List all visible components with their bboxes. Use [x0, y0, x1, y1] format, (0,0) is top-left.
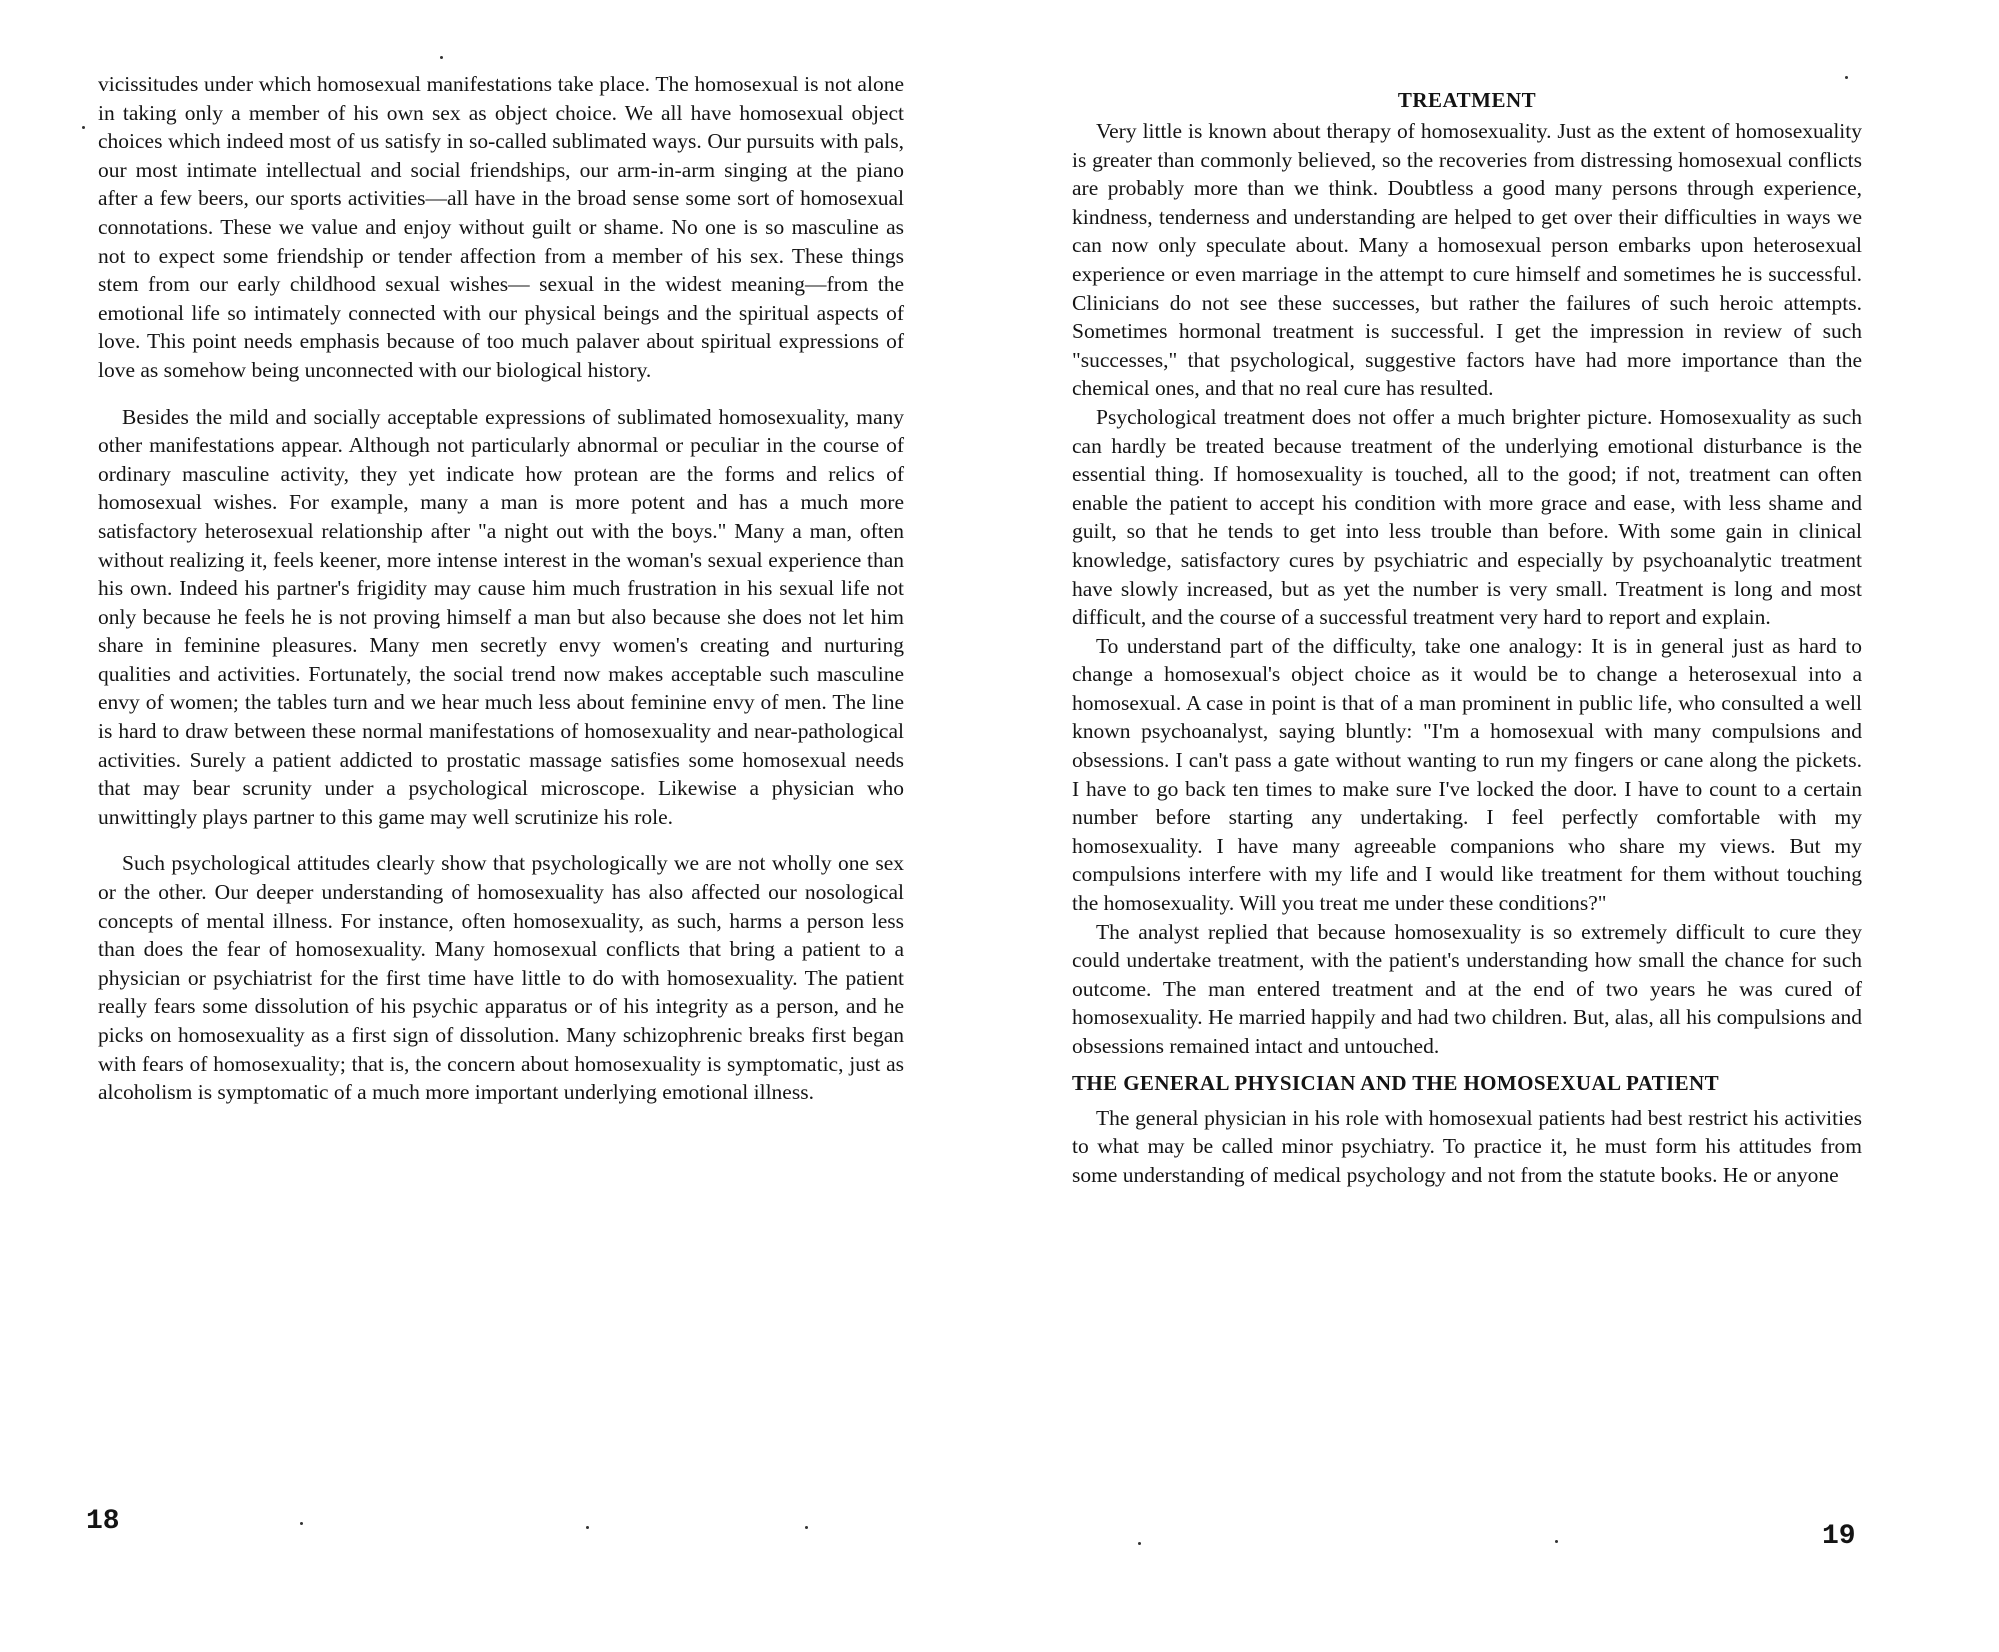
treatment-paragraph-4: The analyst replied that because homosexuality is so extremely difficult to cure they could undertake treatment, with the patient's understanding how small the chance for such outcome. The man entered treatment and at the end of two years he was cured of homosexuality. He married happily and had two children. But, alas, all his compulsions and obsessions remained intact and untouched. [1072, 919, 1862, 1058]
treatment-paragraph-1: Very little is known about therapy of homosexuality. Just as the extent of homosexuality is greater than commonly believed, so the recoveries from distressing homosexual conflicts are probably more than we think. Doubtless a good many persons through experience, kindness, tenderness and understanding are helped to get over their difficulties in ways we can now only speculate about. Many a homosexual person embarks upon heterosexual experience or even marriage in the attempt to cure himself and sometimes he is successful. Clinicians do not see these successes, but rather the failures of such heroic attempts. Sometimes hormonal treatment is successful. I get the impression in review of such "successes," that psychological, suggestive factors have had more importance than the chemical ones, and that no real cure has resulted. [1072, 119, 1862, 401]
left-page [98, 70, 904, 1107]
treatment-paragraph-2: Psychological treatment does not offer a much brighter picture. Homosexuality as such can hardly be treated because treatment of the underlying emotional disturbance is the essential thing. If homosexuality is touched, all to the good; if not, treatment can often enable the patient to accept his condition with more grace and ease, with less shame and guilt, so that he tends to get into less trouble than before. With some gain in clinical knowledge, satisfactory cures by psychiatric and especially by psychoanalytic treatment have slowly increased, but as yet the number is very small. Treatment is long and most difficult, and the course of a successful treatment very hard to report and explain. [1072, 404, 1862, 630]
physician-heading: THE GENERAL PHYSICIAN AND THE HOMOSEXUAL PATIENT [1072, 1070, 1719, 1095]
left-paragraph-1: vicissitudes under which homosexual manifestations take place. The homosexual is not alone in taking only a member of his own sex as object choice. We all have homosexual object choices which indeed most of us satisfy in so-called sublimated ways. Our pursuits with pals, our most intimate intellectual and social friendships, our arm-in-arm singing at the piano after a few beers, our sports activities—all have in the broad sense some sort of homosexual connotations. These we value and enjoy without guilt or shame. No one is so masculine as not to expect some friendship or tender affection from a member of his sex. These things stem from our early childhood sexual wishes— sexual in the widest meaning—from the emotional life so intimately connected with our physical beings and the spiritual aspects of love. This point needs emphasis because of too much palaver about spiritual expressions of love as somehow being unconnected with our biological history. [98, 72, 904, 382]
scan-speck [1845, 76, 1848, 79]
left-paragraph-3: Such psychological attitudes clearly show that psychologically we are not wholly one sex or the other. Our deeper understanding of homosexuality has also affected our nosological concepts of mental illness. For instance, often homosexuality, as such, harms a person less than does the fear of homosexuality. Many homosexual conflicts that bring a patient to a physician or psychiatrist for the first time have little to do with homosexuality. The patient really fears some dissolution of his psychic apparatus or of his integrity as a person, and he picks on homosexuality as a first sign of dissolution. Many schizophrenic breaks first began with fears of homosexuality; that is, the concern about homosexuality is symptomatic, just as alcoholism is symptomatic of a much more important underlying emotional illness. [98, 851, 904, 1105]
scan-speck [586, 1526, 589, 1529]
scan-speck [805, 1526, 808, 1529]
right-page [1072, 88, 1862, 1189]
physician-paragraph-1: The general physician in his role with homosexual patients had best restrict his activities to what may be called minor psychiatry. To practice it, he must form his attitudes from some understanding of medical psychology and not from the statute books. He or anyone [1072, 1105, 1862, 1187]
scan-speck [1555, 1540, 1558, 1543]
scan-speck [440, 56, 443, 59]
treatment-paragraph-3: To understand part of the difficulty, take one analogy: It is in general just as hard to change a homosexual's object choice as it would be to change a heterosexual into a homosexual. A case in point is that of a man prominent in public life, who consulted a well known psychoanalyst, saying bluntly: "I'm a homosexual with many compulsions and obsessions. I can't pass a gate without wanting to run my fingers or cane along the pickets. I have to go back ten times to make sure I've locked the door. I have to count to a certain number before starting any undertaking. I feel perfectly comfortable with my homosexuality. I have many agreeable companions who share my views. But my compulsions interfere with my life and I would like treatment for them without touching the homosexuality. Will you treat me under these conditions?" [1072, 633, 1862, 916]
scan-speck [82, 126, 85, 129]
scan-speck [300, 1522, 303, 1525]
treatment-heading: TREATMENT [1397, 88, 1537, 112]
left-page-number: 18 [86, 1506, 120, 1537]
right-page-number: 19 [1822, 1521, 1856, 1552]
left-paragraph-2: Besides the mild and socially acceptable expressions of sublimated homosexuality, many other manifestations appear. Although not particularly abnormal or peculiar in the course of ordinary masculine activity, they yet indicate how protean are the forms and relics of homosexual wishes. For example, many a man is more potent and has a much more satisfactory heterosexual relationship after "a night out with the boys." Many a man, often without realizing it, feels keener, more intense interest in the woman's sexual experience than his own. Indeed his partner's frigidity may cause him much frustration in his sexual life not only because he feels he is not proving himself a man but also because she does not let him share in feminine pleasures. Many men secretly envy women's creating and nurturing qualities and activities. Fortunately, the social trend now makes acceptable such masculine envy of women; the tables turn and we hear much less about feminine envy of men. The line is hard to draw between these normal manifestations of homosexuality and near-pathological activities. Surely a patient addicted to prostatic massage satisfies some homosexual needs that may bear scrunity under a psychological microscope. Likewise a physician who unwittingly plays partner to this game may well scrutinize his role. [98, 404, 904, 829]
scan-speck [1138, 1542, 1141, 1545]
